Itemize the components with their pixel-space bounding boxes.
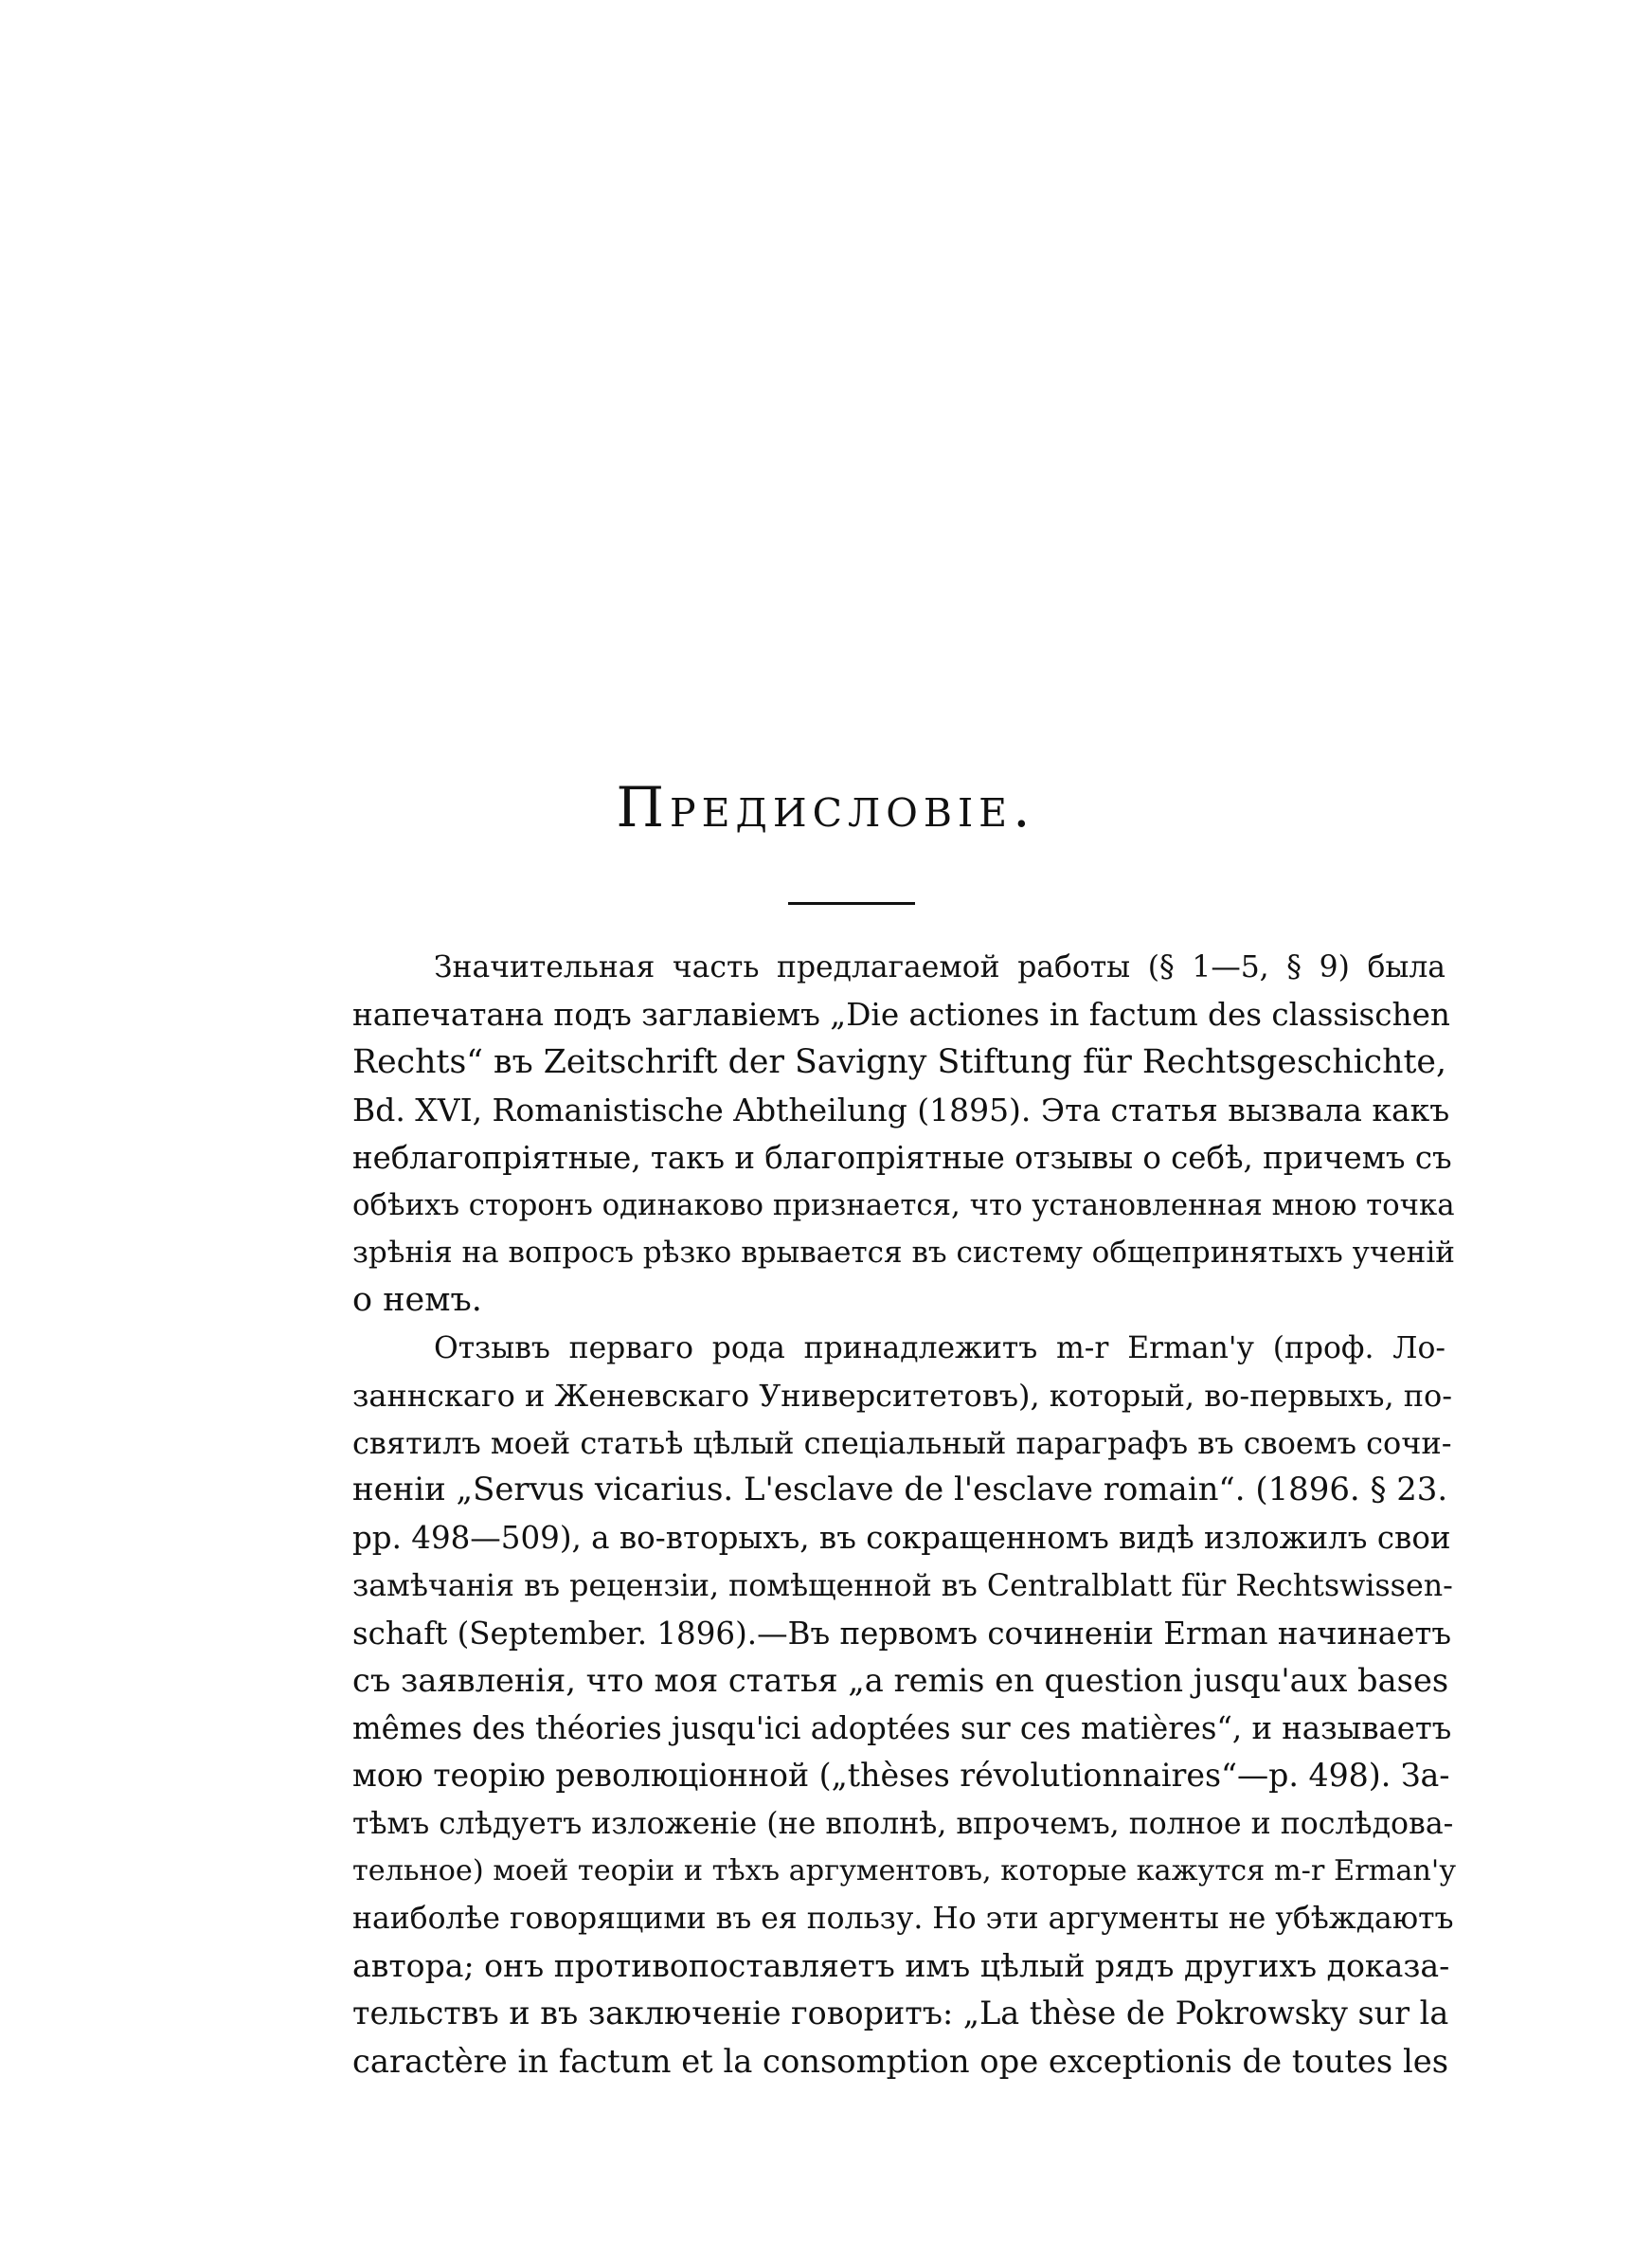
text-line: неніи „Servus vicarius. L'esclave de l'esclave romain“. (1896. § 23. <box>352 1472 1448 1509</box>
text-line: Отзывъ перваго рода принадлежитъ m-r Erman'у (проф. Ло- <box>434 1330 1446 1365</box>
text-line: Bd. XVI, Romanistische Abtheilung (1895). Эта статья вызвала какъ <box>352 1091 1450 1128</box>
text-line: мою теорію революціонной („thèses révolutionnaires“—p. 498). За- <box>352 1757 1450 1795</box>
page-title: Предисловіе. <box>616 775 1036 840</box>
text-line: обѣихъ сторонъ одинаково признается, что установленная мною точка <box>352 1188 1455 1223</box>
text-line: о немъ. <box>352 1281 482 1320</box>
text-line: тѣмъ слѣдуетъ изложеніе (не вполнѣ, впрочемъ, полное и послѣдова- <box>352 1806 1454 1841</box>
text-line: заннскаго и Женевскаго Университетовъ), который, во-первыхъ, по- <box>352 1377 1453 1414</box>
text-line: Rechts“ въ Zeitschrift der Savigny Stiftung für Rechtsgeschichte, <box>352 1043 1447 1082</box>
text-line: тельствъ и въ заключеніе говоритъ: „La thèse de Pokrowsky sur la <box>352 1995 1449 2032</box>
text-line: замѣчанія въ рецензіи, помѣщенной въ Centralblatt für Rechtswissen- <box>352 1568 1453 1603</box>
title-separator <box>788 902 915 905</box>
text-line: зрѣнія на вопросъ рѣзко врывается въ систему общепринятыхъ ученій <box>352 1236 1455 1271</box>
text-line: съ заявленія, что моя статья „a remis en question jusqu'aux bases <box>352 1662 1449 1700</box>
text-line: святилъ моей статьѣ цѣлый спеціальный параграфъ въ своемъ сочи- <box>352 1425 1452 1462</box>
text-line: Значительная часть предлагаемой работы (§ 1—5, § 9) была <box>434 950 1446 984</box>
text-line: mêmes des théories jusqu'ici adoptées sur ces matières“, и называетъ <box>352 1710 1452 1747</box>
paragraph-1 <box>271 944 1455 1325</box>
text-line: наиболѣе говорящими въ ея пользу. Но эти аргументы не убѣждаютъ <box>352 1902 1454 1937</box>
body-text <box>271 944 1457 2085</box>
text-line: тельное) моей теоріи и тѣхъ аргументовъ, которые кажутся m-r Erman'у <box>352 1853 1457 1887</box>
text-line: автора; онъ противопоставляетъ имъ цѣлый рядъ другихъ доказа- <box>352 1947 1450 1985</box>
text-line: schaft (September. 1896).—Въ первомъ сочиненіи Erman начинаетъ <box>352 1615 1452 1652</box>
text-line: pp. 498—509), а во-вторыхъ, въ сокращенномъ видѣ изложилъ свои <box>352 1520 1451 1557</box>
paragraph-2 <box>271 1325 1457 2085</box>
text-line: неблагопріятные, такъ и благопріятные отзывы о себѣ, причемъ съ <box>352 1139 1452 1176</box>
text-line: caractère in factum et la consomption ope exceptionis de toutes les <box>352 2042 1449 2080</box>
text-line: напечатана подъ заглавіемъ „Die actiones in factum des classischen <box>352 997 1450 1034</box>
